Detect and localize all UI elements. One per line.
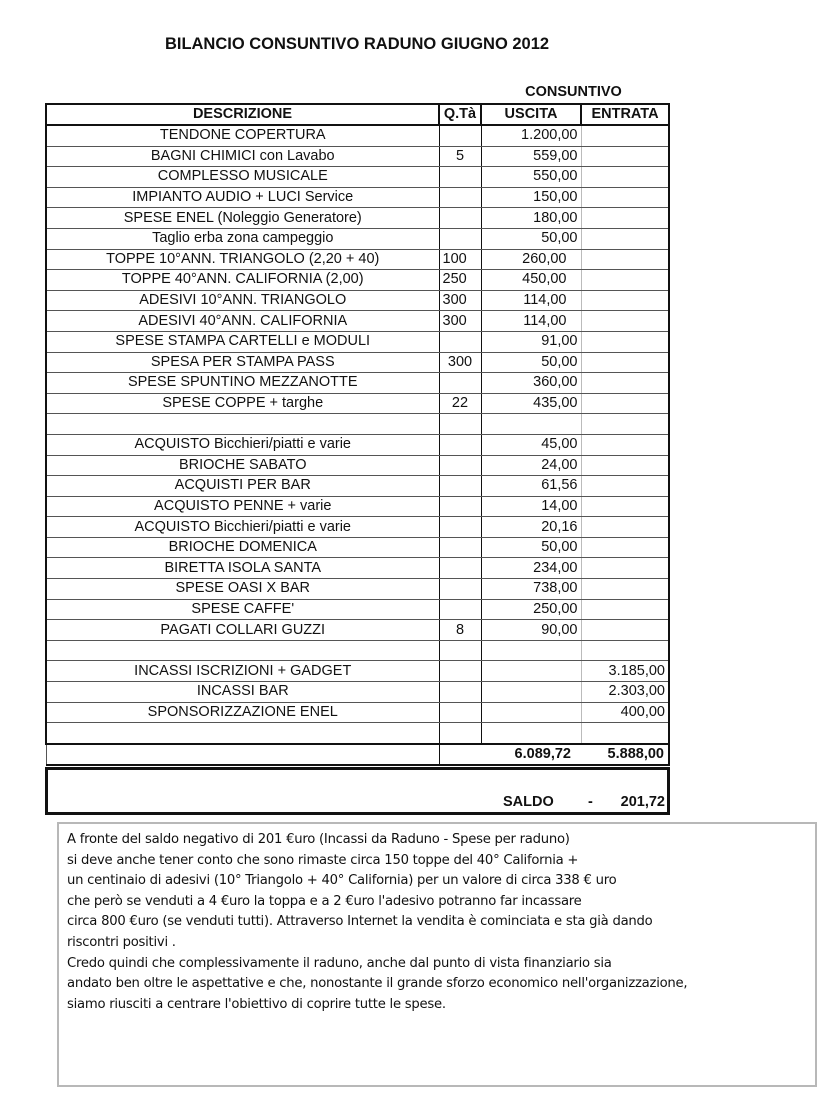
row-in [581, 228, 669, 249]
note-line: Credo quindi che complessivamente il raduno, anche dal punto di vista finanziario sia [67, 955, 612, 971]
row-qty [439, 517, 481, 538]
header-description: DESCRIZIONE [46, 104, 439, 125]
table-row [46, 311, 669, 332]
table-row [46, 352, 669, 373]
row-qty [439, 187, 481, 208]
row-description: ADESIVI 40°ANN. CALIFORNIA [46, 311, 439, 332]
row-out: 91,00 [481, 331, 581, 352]
row-out: 234,00 [481, 558, 581, 579]
balance-table [45, 103, 670, 766]
header-qty: Q.Tà [439, 104, 481, 125]
row-qty [439, 331, 481, 352]
row-qty: 300 [439, 290, 481, 311]
row-qty: 5 [439, 146, 481, 167]
saldo-label: SALDO [503, 794, 554, 810]
row-out: 435,00 [481, 393, 581, 414]
row-in [581, 208, 669, 229]
row-qty [439, 455, 481, 476]
row-out: 450,00 [481, 270, 581, 291]
row-out: 50,00 [481, 228, 581, 249]
row-description: BRIOCHE SABATO [46, 455, 439, 476]
row-description: ACQUISTO Bicchieri/piatti e varie [46, 434, 439, 455]
row-out: 559,00 [481, 146, 581, 167]
row-out: 260,00 [481, 249, 581, 270]
saldo-value: 201,72 [620, 794, 665, 810]
row-description: ACQUISTO Bicchieri/piatti e varie [46, 517, 439, 538]
table-row [46, 476, 669, 497]
table-row [46, 455, 669, 476]
row-in [581, 352, 669, 373]
row-qty [439, 125, 481, 146]
table-row [46, 187, 669, 208]
table-row [46, 434, 669, 455]
row-out: 550,00 [481, 167, 581, 188]
row-qty [439, 702, 481, 723]
row-qty [439, 723, 481, 744]
row-in [581, 537, 669, 558]
row-description: SPESA PER STAMPA PASS [46, 352, 439, 373]
row-out: 114,00 [481, 290, 581, 311]
row-qty [439, 167, 481, 188]
row-qty [439, 599, 481, 620]
section-label: CONSUNTIVO [525, 84, 622, 100]
row-qty: 22 [439, 393, 481, 414]
total-in: 5.888,00 [581, 744, 669, 765]
row-qty [439, 558, 481, 579]
row-in [581, 187, 669, 208]
row-description: INCASSI BAR [46, 682, 439, 703]
row-in [581, 331, 669, 352]
table-row [46, 640, 669, 661]
row-qty [439, 228, 481, 249]
row-in [581, 620, 669, 641]
note-line: riscontri positivi . [67, 934, 176, 950]
row-in [581, 723, 669, 744]
row-in [581, 579, 669, 600]
table-row [46, 702, 669, 723]
row-out: 114,00 [481, 311, 581, 332]
row-out: 14,00 [481, 496, 581, 517]
row-qty [439, 682, 481, 703]
totals-row [46, 744, 669, 765]
table-row [46, 290, 669, 311]
row-qty: 300 [439, 352, 481, 373]
table-row [46, 331, 669, 352]
row-qty [439, 579, 481, 600]
row-out: 50,00 [481, 352, 581, 373]
row-qty: 8 [439, 620, 481, 641]
table-row [46, 393, 669, 414]
row-in: 2.303,00 [581, 682, 669, 703]
row-description: BRIOCHE DOMENICA [46, 537, 439, 558]
row-in [581, 167, 669, 188]
row-description: SPESE CAFFE' [46, 599, 439, 620]
row-qty [439, 661, 481, 682]
row-out [481, 702, 581, 723]
row-qty [439, 414, 481, 435]
table-row [46, 125, 669, 146]
row-description [46, 640, 439, 661]
row-in: 3.185,00 [581, 661, 669, 682]
row-out: 45,00 [481, 434, 581, 455]
row-out: 61,56 [481, 476, 581, 497]
row-description: PAGATI COLLARI GUZZI [46, 620, 439, 641]
table-row [46, 517, 669, 538]
row-in [581, 476, 669, 497]
row-in [581, 146, 669, 167]
document-title-text: BILANCIO CONSUNTIVO RADUNO GIUGNO 2012 [164, 35, 550, 53]
row-in [581, 496, 669, 517]
row-out: 738,00 [481, 579, 581, 600]
table-row [46, 558, 669, 579]
table-row [46, 167, 669, 188]
totals-spacer [46, 744, 439, 765]
row-description: TENDONE COPERTURA [46, 125, 439, 146]
row-out: 150,00 [481, 187, 581, 208]
row-in [581, 373, 669, 394]
row-description: ACQUISTI PER BAR [46, 476, 439, 497]
table-row [46, 414, 669, 435]
saldo-sign: - [588, 794, 593, 810]
table-row [46, 620, 669, 641]
note-line: un centinaio di adesivi (10° Triangolo + 40° California) per un valore di circa 338 € uro [67, 873, 617, 889]
note-line: A fronte del saldo negativo di 201 €uro (Incassi da Raduno - Spese per raduno) [67, 832, 570, 847]
table-row [46, 208, 669, 229]
row-out [481, 640, 581, 661]
row-in [581, 640, 669, 661]
row-qty [439, 496, 481, 517]
row-out: 360,00 [481, 373, 581, 394]
row-qty: 250 [439, 270, 481, 291]
row-in [581, 393, 669, 414]
row-out: 1.200,00 [481, 125, 581, 146]
row-in [581, 414, 669, 435]
note-line: si deve anche tener conto che sono rimaste circa 150 toppe del 40° California + [67, 852, 579, 868]
row-in [581, 125, 669, 146]
row-description: COMPLESSO MUSICALE [46, 167, 439, 188]
row-description: TOPPE 10°ANN. TRIANGOLO (2,20 + 40) [46, 249, 439, 270]
row-qty: 100 [439, 249, 481, 270]
row-in [581, 434, 669, 455]
row-out: 20,16 [481, 517, 581, 538]
row-out: 24,00 [481, 455, 581, 476]
row-qty [439, 373, 481, 394]
row-in [581, 558, 669, 579]
row-description: ACQUISTO PENNE + varie [46, 496, 439, 517]
row-description: Taglio erba zona campeggio [46, 228, 439, 249]
table-row [46, 496, 669, 517]
note-line: andato ben oltre le aspettative e che, nonostante il grande sforzo economico nell'organizzazione, [67, 976, 688, 992]
document-title [0, 35, 834, 54]
row-description: BAGNI CHIMICI con Lavabo [46, 146, 439, 167]
row-description [46, 414, 439, 435]
row-in [581, 455, 669, 476]
row-description: BIRETTA ISOLA SANTA [46, 558, 439, 579]
note-box [57, 822, 817, 1087]
table-row [46, 599, 669, 620]
table-row [46, 723, 669, 744]
row-out: 90,00 [481, 620, 581, 641]
table-row [46, 682, 669, 703]
row-description [46, 723, 439, 744]
row-qty: 300 [439, 311, 481, 332]
row-out: 250,00 [481, 599, 581, 620]
row-in: 400,00 [581, 702, 669, 723]
row-description: SPESE OASI X BAR [46, 579, 439, 600]
row-description: SPESE COPPE + targhe [46, 393, 439, 414]
table-row [46, 270, 669, 291]
row-description: TOPPE 40°ANN. CALIFORNIA (2,00) [46, 270, 439, 291]
row-description: IMPIANTO AUDIO + LUCI Service [46, 187, 439, 208]
row-in [581, 517, 669, 538]
row-qty [439, 640, 481, 661]
row-qty [439, 476, 481, 497]
saldo-box [45, 767, 670, 815]
row-out [481, 414, 581, 435]
row-qty [439, 208, 481, 229]
table-row [46, 228, 669, 249]
row-description: ADESIVI 10°ANN. TRIANGOLO [46, 290, 439, 311]
row-qty [439, 537, 481, 558]
table-row [46, 537, 669, 558]
row-description: INCASSI ISCRIZIONI + GADGET [46, 661, 439, 682]
row-in [581, 249, 669, 270]
row-in [581, 599, 669, 620]
note-line: che però se venduti a 4 €uro la toppa e a 2 €uro l'adesivo potranno far incassare [67, 893, 582, 909]
table-header-row [46, 104, 669, 125]
row-description: SPONSORIZZAZIONE ENEL [46, 702, 439, 723]
table-row [46, 373, 669, 394]
row-description: SPESE SPUNTINO MEZZANOTTE [46, 373, 439, 394]
header-in: ENTRATA [581, 104, 669, 125]
note-line: circa 800 €uro (se venduti tutti). Attraverso Internet la vendita è cominciata e sta già dando [67, 914, 653, 930]
row-in [581, 311, 669, 332]
row-in [581, 290, 669, 311]
row-in [581, 270, 669, 291]
table-row [46, 579, 669, 600]
row-out [481, 682, 581, 703]
table-row [46, 249, 669, 270]
row-description: SPESE STAMPA CARTELLI e MODULI [46, 331, 439, 352]
total-out: 6.089,72 [439, 744, 581, 765]
table-row [46, 661, 669, 682]
row-out: 180,00 [481, 208, 581, 229]
row-out [481, 723, 581, 744]
table-row [46, 146, 669, 167]
row-description: SPESE ENEL (Noleggio Generatore) [46, 208, 439, 229]
row-out: 50,00 [481, 537, 581, 558]
header-out: USCITA [481, 104, 581, 125]
row-out [481, 661, 581, 682]
row-qty [439, 434, 481, 455]
note-line: siamo riusciti a centrare l'obiettivo di coprire tutte le spese. [67, 996, 446, 1012]
